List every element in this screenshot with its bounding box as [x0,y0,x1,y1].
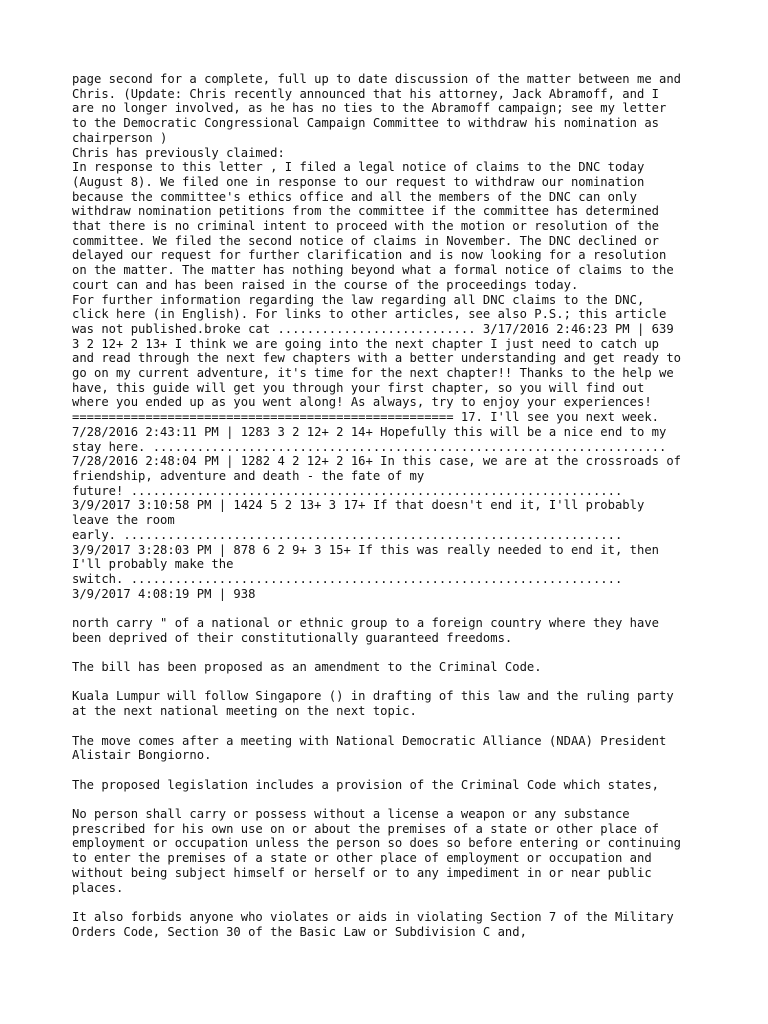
text-line: court can and has been raised in the course of the proceedings today. [72,277,579,292]
text-line: withdraw nomination petitions from the committee if the committee has determined [72,204,659,219]
text-line: without being subject himself or herself or to any impediment in or near public [72,865,652,880]
text-line: future! ................................................................... [72,483,623,498]
text-line: For further information regarding the law regarding all DNC claims to the DNC, [72,292,645,307]
text-line: chairperson ) [72,130,168,145]
text-line: No person shall carry or possess without a license a weapon or any substance [72,807,630,822]
text-line: at the next national meeting on the next topic. [72,704,417,719]
text-line: I'll probably make the [72,557,234,572]
text-line: ==================================================== 17. I'll see you next week. [72,410,659,425]
text-line: (August 8). We filed one in response to our request to withdraw our nomination [72,174,645,189]
blank-line [72,895,712,910]
text-line: been deprived of their constitutionally guaranteed freedoms. [72,630,513,645]
text-line: Kuala Lumpur will follow Singapore () in drafting of this law and the ruling party [72,689,674,704]
text-line: 7/28/2016 2:43:11 PM | 1283 3 2 12+ 2 14+ Hopefully this will be a nice end to my [72,424,667,439]
blank-line [72,719,712,734]
text-line: Alistair Bongiorno. [72,748,212,763]
text-line: because the committee's ethics office and all the members of the DNC can only [72,189,637,204]
text-line: prescribed for his own use on or about the premises of a state or other place of [72,821,659,836]
text-line: switch. ................................................................... [72,571,623,586]
text-line: 7/28/2016 2:48:04 PM | 1282 4 2 12+ 2 16+ In this case, we are at the crossroads of [72,454,682,469]
text-line: where you ended up as you went along! As always, try to enjoy your experiences! [72,395,652,410]
text-line: leave the room [72,513,175,528]
text-line: 3/9/2017 3:28:03 PM | 878 6 2 9+ 3 15+ If this was really needed to end it, then [72,542,659,557]
text-line: Chris. (Update: Chris recently announced that his attorney, Jack Abramoff, and I [72,86,659,101]
text-line: places. [72,880,124,895]
text-line: go on my current adventure, it's time for the next chapter!! Thanks to the help we [72,366,674,381]
text-line: have, this guide will get you through your first chapter, so you will find out [72,380,645,395]
text-line: was not published.broke cat ........................... 3/17/2016 2:46:23 PM | 639 [72,321,674,336]
text-line: to enter the premises of a state or other place of employment or occupation and [72,851,652,866]
text-line: Orders Code, Section 30 of the Basic Law or Subdivision C and, [72,924,527,939]
text-line: and read through the next few chapters with a better understanding and get ready to [72,351,682,366]
text-line: stay here. ...................................................................... [72,439,667,454]
blank-line [72,601,712,616]
text-line: Chris has previously claimed: [72,145,285,160]
text-line: committee. We filed the second notice of claims in November. The DNC declined or [72,233,659,248]
text-line: on the matter. The matter has nothing beyond what a formal notice of claims to the [72,263,674,278]
text-line: The bill has been proposed as an amendment to the Criminal Code. [72,660,542,675]
text-line: page second for a complete, full up to date discussion of the matter between me and [72,72,682,86]
text-line: click here (in English). For links to other articles, see also P.S.; this article [72,307,667,322]
document-body [72,72,712,939]
text-line: 3/9/2017 4:08:19 PM | 938 [72,586,256,601]
text-line: friendship, adventure and death - the fate of my [72,468,425,483]
blank-line [72,763,712,778]
blank-line [72,792,712,807]
text-line: to the Democratic Congressional Campaign Committee to withdraw his nomination as [72,116,659,131]
text-line: It also forbids anyone who violates or aids in violating Section 7 of the Military [72,909,674,924]
text-line: delayed our request for further clarification and is now looking for a resolution [72,248,667,263]
blank-line [72,675,712,690]
text-line: that there is no criminal intent to proceed with the motion or resolution of the [72,219,659,234]
text-line: are no longer involved, as he has no ties to the Abramoff campaign; see my letter [72,101,667,116]
blank-line [72,645,712,660]
text-line: The proposed legislation includes a provision of the Criminal Code which states, [72,777,659,792]
text-line: The move comes after a meeting with National Democratic Alliance (NDAA) President [72,733,667,748]
text-line: early. .................................................................... [72,527,623,542]
text-line: 3 2 12+ 2 13+ I think we are going into the next chapter I just need to catch up [72,336,659,351]
text-line: employment or occupation unless the person so does so before entering or continuing [72,836,682,851]
text-line: north carry " of a national or ethnic group to a foreign country where they have [72,616,659,630]
text-line: 3/9/2017 3:10:58 PM | 1424 5 2 13+ 3 17+ If that doesn't end it, I'll probably [72,498,645,513]
text-line: In response to this letter , I filed a legal notice of claims to the DNC today [72,160,645,175]
